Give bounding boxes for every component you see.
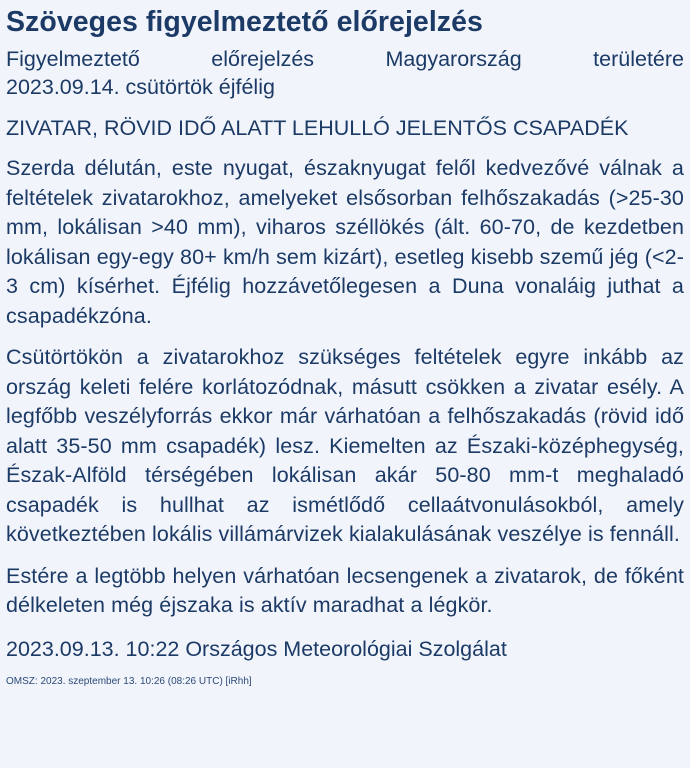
warning-heading: ZIVATAR, RÖVID IDŐ ALATT LEHULLÓ JELENTŐS CSAPADÉK: [6, 116, 629, 140]
forecast-paragraph-thursday: Csütörtökön a zivatarokhoz szükséges feltételek egyre inkább az ország keleti felére korlátozódnak, másutt csökken a zivatar esély. A legfőbb veszélyforrás ekkor már várhatóan a felhőszakadás (rövid idő alatt 35-50 mm csapadék) lesz. Kiemelten az Északi-középhegység, Észak-Alföld térségében lokálisan akár 50-80 mm-t meghaladó csapadék is hullhat az ismétlődő cellaátvonulásokból, amely következtében lokális villámárvizek kialakulásának veszélye is fennáll.: [6, 345, 684, 546]
forecast-paragraph-wednesday: Szerda délután, este nyugat, északnyugat felől kedvezővé válnak a feltételek zivatarokhoz, amelyeket elsősorban felhőszakadás (>25-30 mm, lokálisan >40 mm), viharos széllökés (ált. 60-70, de kezdetben lokálisan egy-egy 80+ km/h sem kizárt), esetleg kisebb szemű jég (<2-3 cm) kísérhet. Éjfélig hozzávetőlegesen a Duna vonaláig juthat a csapadékzóna.: [6, 156, 684, 328]
footer-meta: OMSZ: 2023. szeptember 13. 10:26 (08:26 UTC) [iRhh]: [6, 675, 252, 687]
page-title: Szöveges figyelmeztető előrejelzés: [6, 6, 483, 38]
issued-timestamp: 2023.09.13. 10:22 Országos Meteorológiai Szolgálat: [6, 636, 507, 661]
subtitle-region: Figyelmeztető előrejelzés Magyarország területére: [6, 47, 684, 71]
subtitle-validity: 2023.09.14. csütörtök éjfélig: [6, 75, 275, 99]
forecast-subtitle: [6, 45, 684, 101]
forecast-paragraph-evening: Estére a legtöbb helyen várhatóan lecsengenek a zivatarok, de főként délkeleten még éjszaka is aktív maradhat a légkör.: [6, 563, 684, 617]
